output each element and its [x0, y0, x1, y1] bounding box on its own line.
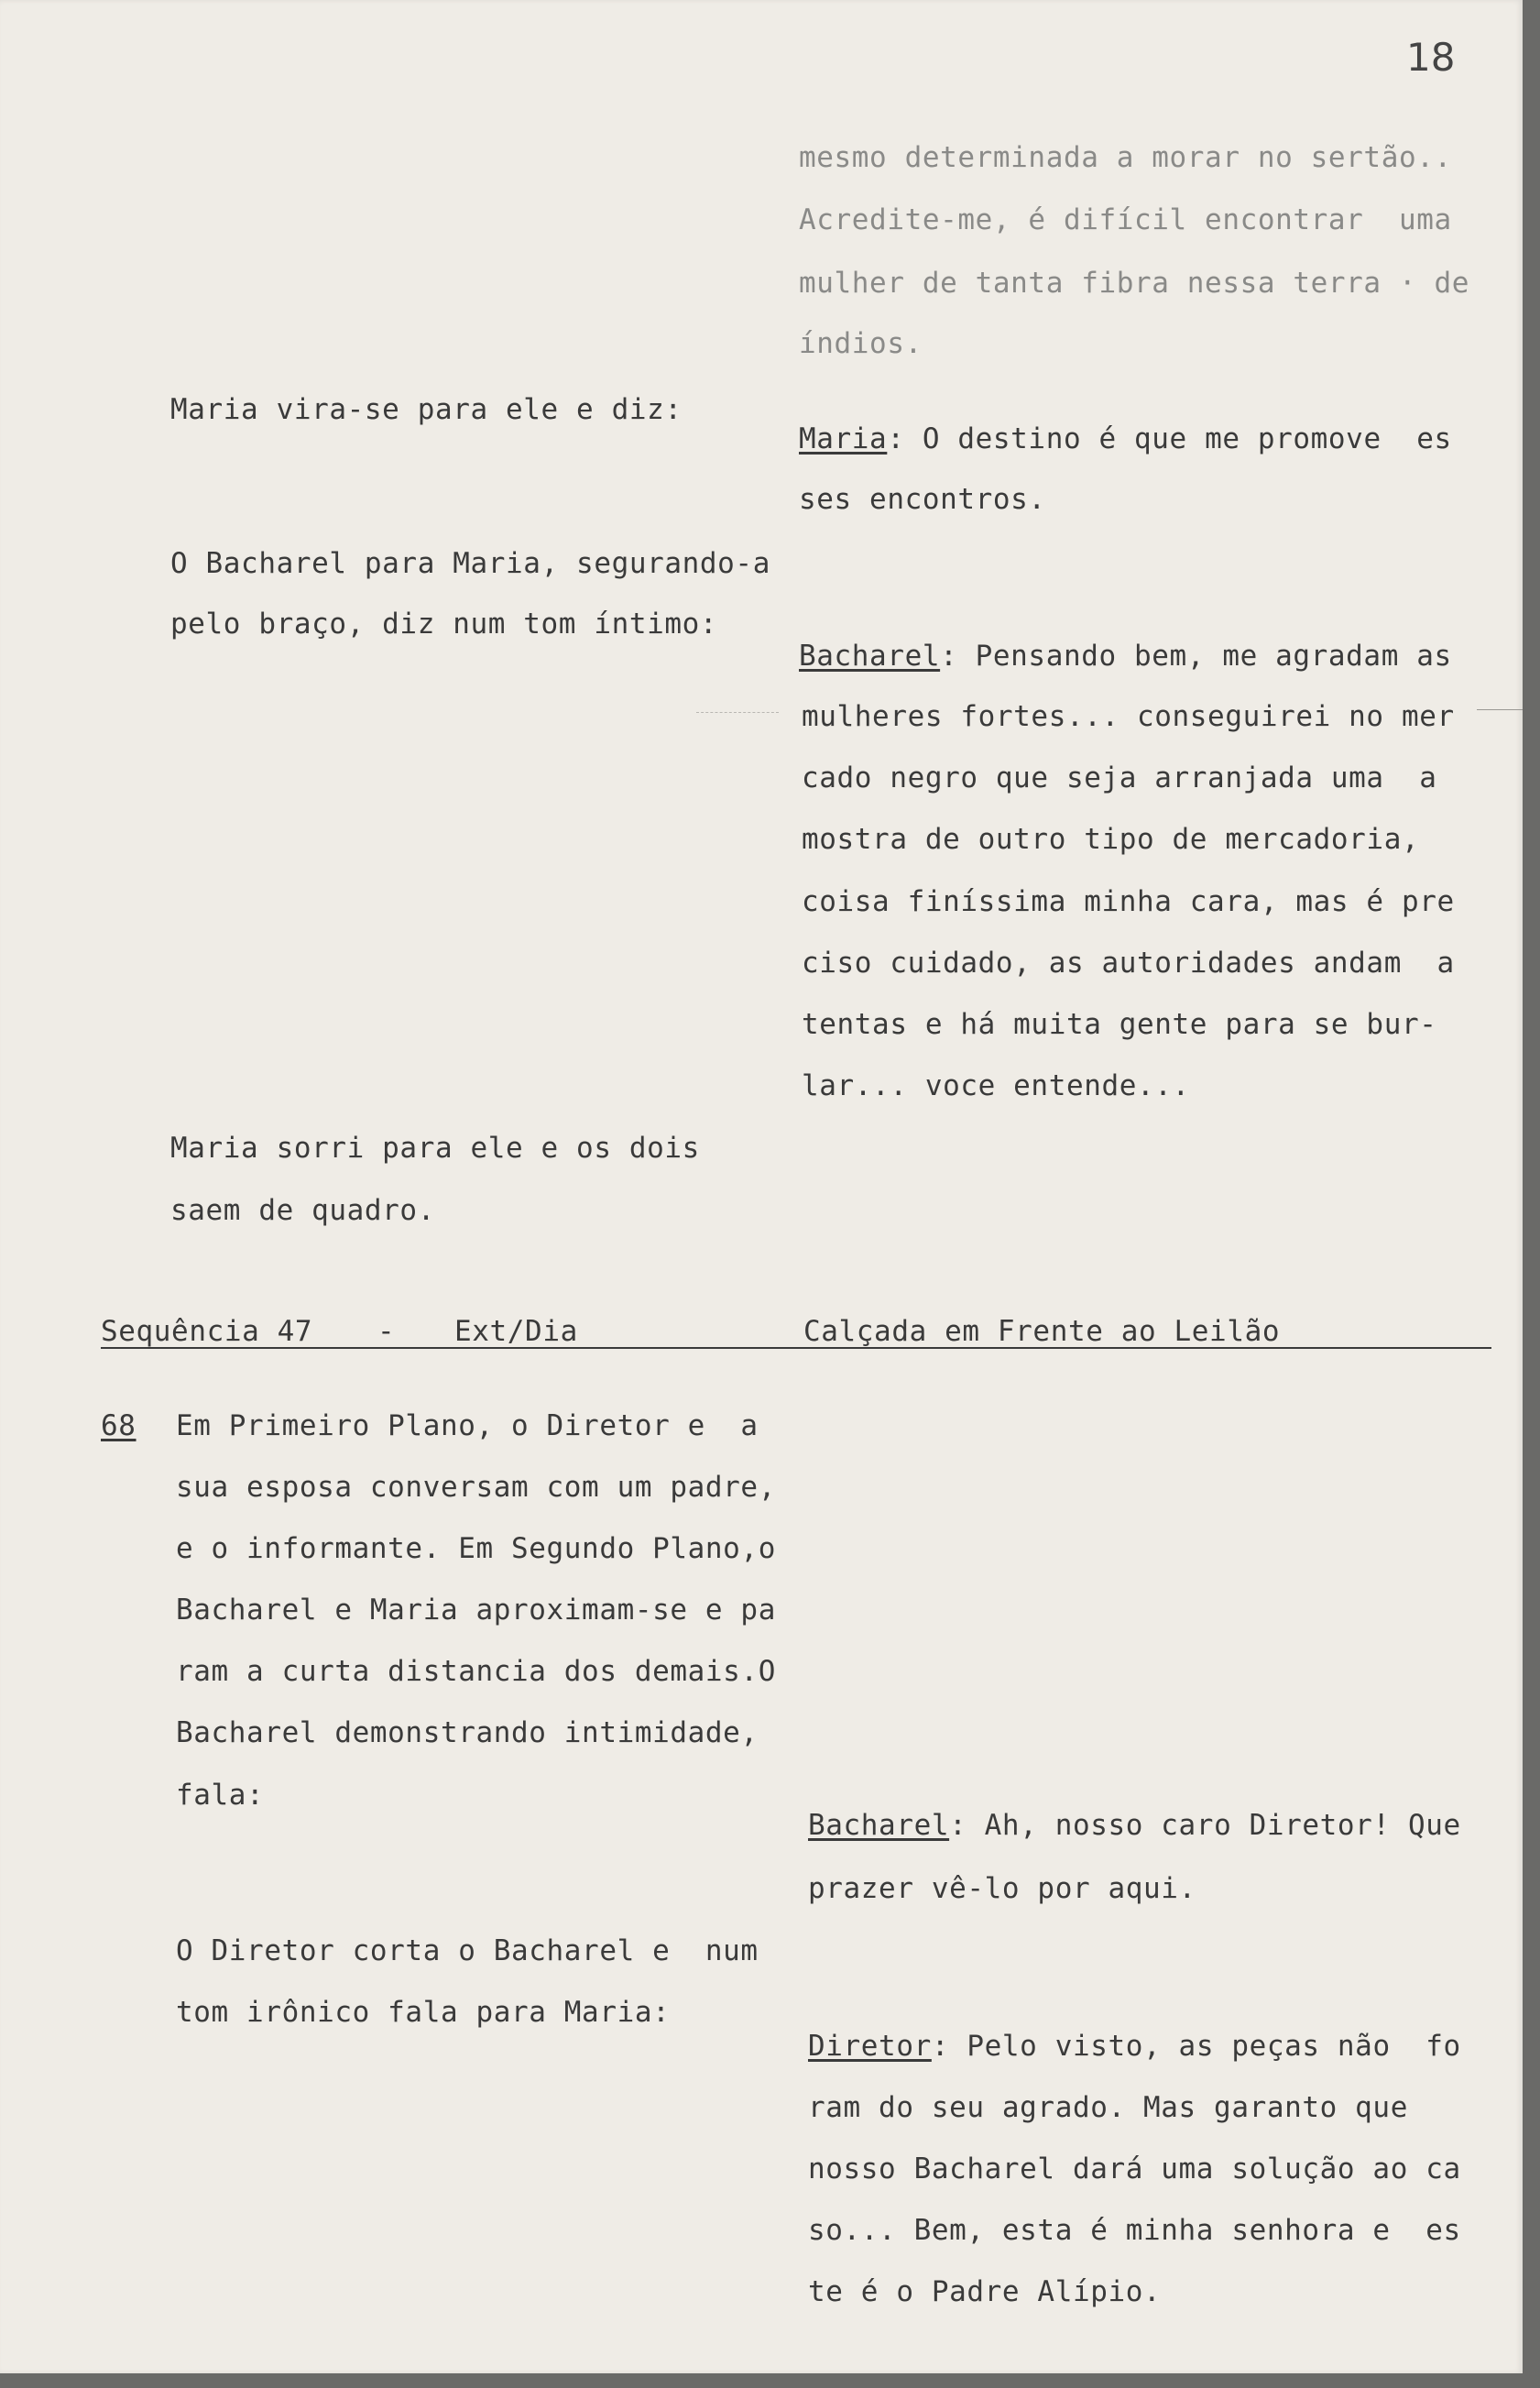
action-line: saem de quadro.	[170, 1194, 435, 1227]
dialogue-line: índios.	[799, 327, 923, 360]
dialogue-line: tentas e há muita gente para se bur-	[802, 1008, 1437, 1041]
action-line: sua esposa conversam com um padre,	[176, 1471, 776, 1504]
shot-number: 68	[101, 1409, 137, 1442]
dialogue-line: mulher de tanta fibra nessa terra · de	[799, 267, 1470, 300]
dialogue-line: mulheres fortes... conseguirei no mer	[802, 700, 1455, 733]
action-line: O Diretor corta o Bacharel e num	[176, 1934, 759, 1967]
dialogue-line: nosso Bacharel dará uma solução ao ca	[808, 2152, 1461, 2185]
sequence-setting: Ext/Dia	[454, 1315, 578, 1348]
dialogue-line: coisa finíssima minha cara, mas é pre	[802, 885, 1455, 918]
sequence-dash: -	[377, 1315, 396, 1348]
dialogue-line: Acredite-me, é difícil encontrar uma	[799, 203, 1452, 236]
faint-rule	[696, 712, 779, 713]
dialogue-text: : Ah, nosso caro Diretor! Que	[949, 1809, 1461, 1842]
dialogue-line: mostra de outro tipo de mercadoria,	[802, 823, 1420, 856]
dialogue-line: te é o Padre Alípio.	[808, 2275, 1162, 2308]
action-line: e o informante. Em Segundo Plano,o	[176, 1532, 776, 1565]
dialogue-line: cado negro que seja arranjada uma a	[802, 761, 1437, 794]
action-line: Maria vira-se para ele e diz:	[170, 393, 683, 426]
speaker-bacharel: Bacharel	[808, 1809, 950, 1842]
speaker-maria: Maria	[799, 422, 888, 455]
bacharel-dialogue-line	[799, 639, 1452, 674]
action-line: pelo braço, diz num tom íntimo:	[170, 608, 718, 641]
action-line: tom irônico fala para Maria:	[176, 1996, 671, 2029]
page-number: 18	[1406, 35, 1456, 80]
dialogue-line: ram do seu agrado. Mas garanto que	[808, 2091, 1408, 2124]
sequence-underline	[101, 1347, 1491, 1349]
dialogue-line: so... Bem, esta é minha senhora e es	[808, 2214, 1461, 2247]
action-line: Bacharel demonstrando intimidade,	[176, 1716, 759, 1749]
sequence-location: Calçada em Frente ao Leilão	[803, 1315, 1281, 1348]
dialogue-line: prazer vê-lo por aqui.	[808, 1872, 1196, 1905]
action-line: Bacharel e Maria aproximam-se e pa	[176, 1594, 776, 1627]
dialogue-line: mesmo determinada a morar no sertão..	[799, 141, 1452, 174]
dialogue-line: ses encontros.	[799, 483, 1046, 516]
action-line: O Bacharel para Maria, segurando-a	[170, 547, 770, 580]
dialogue-line: ciso cuidado, as autoridades andam a	[802, 947, 1455, 980]
diretor-dialogue-line	[808, 2029, 1461, 2064]
action-line: ram a curta distancia dos demais.O	[176, 1655, 776, 1688]
action-line: fala:	[176, 1779, 265, 1812]
faint-rule	[1477, 709, 1523, 710]
dialogue-text: : O destino é que me promove es	[887, 422, 1452, 455]
speaker-diretor: Diretor	[808, 2030, 932, 2063]
action-line: Maria sorri para ele e os dois	[170, 1132, 700, 1165]
maria-dialogue-line	[799, 422, 1452, 456]
dialogue-line: lar... voce entende...	[802, 1069, 1190, 1102]
bacharel-dialogue-line	[808, 1808, 1461, 1843]
action-line: Em Primeiro Plano, o Diretor e a	[176, 1409, 759, 1442]
dialogue-text: : Pensando bem, me agradam as	[940, 640, 1452, 673]
dialogue-text: : Pelo visto, as peças não fo	[931, 2030, 1461, 2063]
sequence-label: Sequência 47	[101, 1315, 313, 1348]
speaker-bacharel: Bacharel	[799, 640, 941, 673]
